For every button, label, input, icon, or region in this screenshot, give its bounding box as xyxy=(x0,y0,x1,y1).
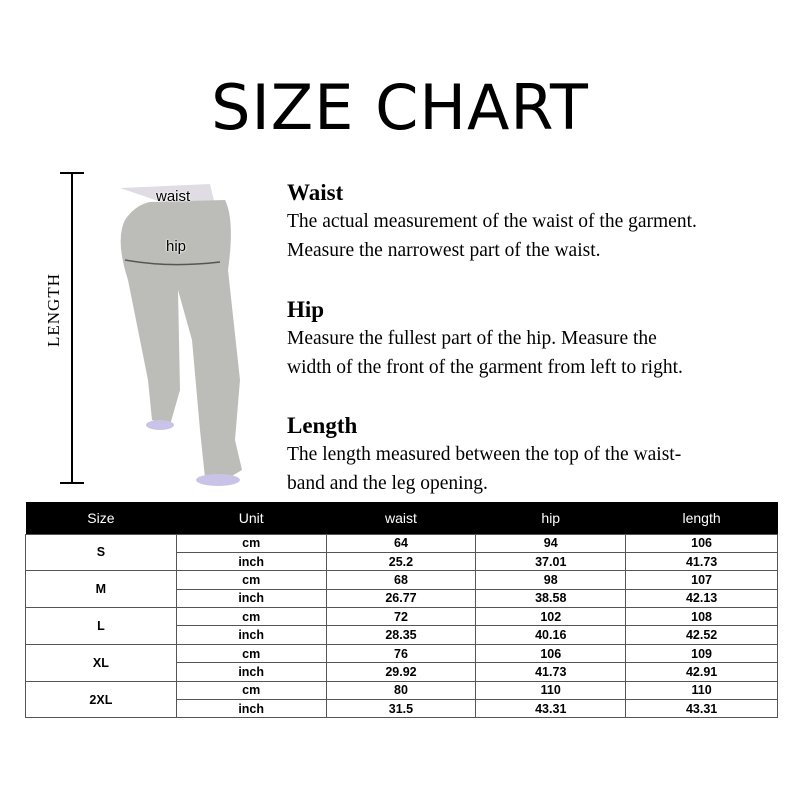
value-cell: 41.73 xyxy=(476,663,626,681)
table-row xyxy=(26,571,778,589)
section-line: band and the leg opening. xyxy=(287,473,488,494)
length-label: LENGTH xyxy=(44,273,63,347)
unit-cell: inch xyxy=(176,700,326,718)
waist-section xyxy=(287,179,787,265)
section-heading: Hip xyxy=(287,297,325,322)
size-table xyxy=(25,502,778,718)
size-cell: L xyxy=(26,608,177,645)
unit-cell: inch xyxy=(176,552,326,570)
value-cell: 29.92 xyxy=(326,663,476,681)
size-cell: XL xyxy=(26,644,177,681)
header-hip: hip xyxy=(476,502,626,534)
value-cell: 43.31 xyxy=(476,700,626,718)
unit-cell: cm xyxy=(176,681,326,699)
header-size: Size xyxy=(26,502,177,534)
unit-cell: cm xyxy=(176,534,326,552)
table-row xyxy=(26,681,778,699)
size-cell: 2XL xyxy=(26,681,177,718)
hip-label: hip xyxy=(166,238,187,255)
unit-cell: cm xyxy=(176,644,326,662)
value-cell: 68 xyxy=(326,571,476,589)
hip-section xyxy=(287,296,787,382)
page-title: SIZE CHART xyxy=(211,71,589,144)
section-line: width of the front of the garment from left to right. xyxy=(287,357,683,378)
section-line: Measure the fullest part of the hip. Measure the xyxy=(287,328,657,349)
header-waist: waist xyxy=(326,502,476,534)
unit-cell: inch xyxy=(176,589,326,607)
value-cell: 106 xyxy=(626,534,778,552)
pants-illustration xyxy=(110,180,270,495)
section-line: The actual measurement of the waist of the garment. xyxy=(287,211,697,232)
value-cell: 80 xyxy=(326,681,476,699)
header-length: length xyxy=(626,502,778,534)
waist-label: waist xyxy=(156,188,191,205)
value-cell: 102 xyxy=(476,608,626,626)
size-cell: S xyxy=(26,534,177,571)
value-cell: 42.52 xyxy=(626,626,778,644)
table-row xyxy=(26,534,778,552)
value-cell: 64 xyxy=(326,534,476,552)
unit-cell: cm xyxy=(176,571,326,589)
unit-cell: inch xyxy=(176,663,326,681)
value-cell: 108 xyxy=(626,608,778,626)
value-cell: 107 xyxy=(626,571,778,589)
length-section xyxy=(287,412,787,498)
value-cell: 42.91 xyxy=(626,663,778,681)
size-cell: M xyxy=(26,571,177,608)
value-cell: 72 xyxy=(326,608,476,626)
value-cell: 106 xyxy=(476,644,626,662)
value-cell: 26.77 xyxy=(326,589,476,607)
unit-cell: cm xyxy=(176,608,326,626)
header-unit: Unit xyxy=(176,502,326,534)
section-heading: Waist xyxy=(287,180,344,205)
value-cell: 37.01 xyxy=(476,552,626,570)
value-cell: 38.58 xyxy=(476,589,626,607)
value-cell: 110 xyxy=(626,681,778,699)
value-cell: 31.5 xyxy=(326,700,476,718)
unit-cell: inch xyxy=(176,626,326,644)
value-cell: 25.2 xyxy=(326,552,476,570)
value-cell: 109 xyxy=(626,644,778,662)
value-cell: 40.16 xyxy=(476,626,626,644)
value-cell: 110 xyxy=(476,681,626,699)
table-row xyxy=(26,644,778,662)
value-cell: 94 xyxy=(476,534,626,552)
table-row xyxy=(26,608,778,626)
section-line: Measure the narrowest part of the waist. xyxy=(287,240,601,261)
value-cell: 76 xyxy=(326,644,476,662)
value-cell: 28.35 xyxy=(326,626,476,644)
value-cell: 98 xyxy=(476,571,626,589)
value-cell: 41.73 xyxy=(626,552,778,570)
section-line: The length measured between the top of the waist- xyxy=(287,444,682,465)
value-cell: 43.31 xyxy=(626,700,778,718)
section-heading: Length xyxy=(287,413,358,438)
value-cell: 42.13 xyxy=(626,589,778,607)
